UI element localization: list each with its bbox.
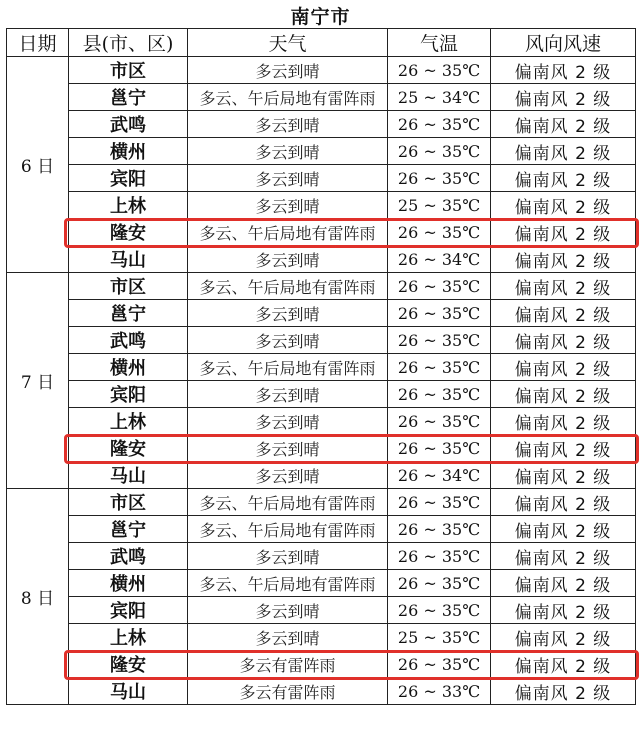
county-cell: 横州 bbox=[69, 354, 188, 381]
temperature-cell: 26 ~ 35℃ bbox=[388, 651, 491, 678]
weather-cell: 多云到晴 bbox=[188, 165, 388, 192]
column-header-county: 县(市、区) bbox=[69, 29, 188, 57]
weather-cell: 多云到晴 bbox=[188, 381, 388, 408]
column-header-date: 日期 bbox=[7, 29, 69, 57]
weather-cell: 多云到晴 bbox=[188, 138, 388, 165]
weather-cell: 多云到晴 bbox=[188, 624, 388, 651]
county-cell: 马山 bbox=[69, 462, 188, 489]
temperature-cell: 26 ~ 35℃ bbox=[388, 138, 491, 165]
table-header-row bbox=[7, 29, 636, 57]
county-cell: 宾阳 bbox=[69, 165, 188, 192]
wind-cell: 偏南风 2 级 bbox=[491, 300, 636, 327]
county-cell: 武鸣 bbox=[69, 327, 188, 354]
table-row bbox=[7, 246, 636, 273]
wind-cell: 偏南风 2 级 bbox=[491, 651, 636, 678]
date-cell: 6 日 bbox=[7, 57, 69, 273]
weather-cell: 多云到晴 bbox=[188, 435, 388, 462]
wind-cell: 偏南风 2 级 bbox=[491, 678, 636, 705]
temperature-cell: 26 ~ 35℃ bbox=[388, 381, 491, 408]
county-cell: 市区 bbox=[69, 489, 188, 516]
table-row bbox=[7, 597, 636, 624]
wind-cell: 偏南风 2 级 bbox=[491, 408, 636, 435]
wind-cell: 偏南风 2 级 bbox=[491, 57, 636, 84]
table-row bbox=[7, 192, 636, 219]
temperature-cell: 26 ~ 35℃ bbox=[388, 300, 491, 327]
table-row bbox=[7, 111, 636, 138]
temperature-cell: 26 ~ 35℃ bbox=[388, 354, 491, 381]
county-cell: 宾阳 bbox=[69, 381, 188, 408]
table-row bbox=[7, 408, 636, 435]
weather-cell: 多云、午后局地有雷阵雨 bbox=[188, 84, 388, 111]
table-row bbox=[7, 678, 636, 705]
weather-cell: 多云、午后局地有雷阵雨 bbox=[188, 570, 388, 597]
page-title: 南宁市 bbox=[290, 6, 351, 28]
weather-cell: 多云有雷阵雨 bbox=[188, 678, 388, 705]
temperature-cell: 26 ~ 34℃ bbox=[388, 246, 491, 273]
county-cell: 邕宁 bbox=[69, 84, 188, 111]
table-row bbox=[7, 570, 636, 597]
temperature-cell: 26 ~ 35℃ bbox=[388, 219, 491, 246]
county-cell: 上林 bbox=[69, 192, 188, 219]
weather-cell: 多云到晴 bbox=[188, 408, 388, 435]
wind-cell: 偏南风 2 级 bbox=[491, 381, 636, 408]
weather-cell: 多云、午后局地有雷阵雨 bbox=[188, 354, 388, 381]
table-row bbox=[7, 462, 636, 489]
wind-cell: 偏南风 2 级 bbox=[491, 489, 636, 516]
weather-cell: 多云到晴 bbox=[188, 300, 388, 327]
temperature-cell: 26 ~ 35℃ bbox=[388, 516, 491, 543]
wind-cell: 偏南风 2 级 bbox=[491, 273, 636, 300]
temperature-cell: 26 ~ 35℃ bbox=[388, 57, 491, 84]
temperature-cell: 26 ~ 33℃ bbox=[388, 678, 491, 705]
table-row bbox=[7, 273, 636, 300]
wind-cell: 偏南风 2 级 bbox=[491, 462, 636, 489]
weather-cell: 多云到晴 bbox=[188, 57, 388, 84]
column-header-weather: 天气 bbox=[188, 29, 388, 57]
wind-cell: 偏南风 2 级 bbox=[491, 246, 636, 273]
temperature-cell: 26 ~ 35℃ bbox=[388, 489, 491, 516]
temperature-cell: 26 ~ 35℃ bbox=[388, 165, 491, 192]
temperature-cell: 25 ~ 34℃ bbox=[388, 84, 491, 111]
table-row bbox=[7, 57, 636, 84]
table-row bbox=[7, 84, 636, 111]
forecast-table bbox=[6, 28, 636, 705]
temperature-cell: 26 ~ 35℃ bbox=[388, 273, 491, 300]
column-header-wind: 风向风速 bbox=[491, 29, 636, 57]
table-row bbox=[7, 624, 636, 651]
column-header-temperature: 气温 bbox=[388, 29, 491, 57]
county-cell: 武鸣 bbox=[69, 543, 188, 570]
county-cell: 隆安 bbox=[69, 651, 188, 678]
temperature-cell: 26 ~ 35℃ bbox=[388, 543, 491, 570]
weather-cell: 多云到晴 bbox=[188, 327, 388, 354]
wind-cell: 偏南风 2 级 bbox=[491, 327, 636, 354]
weather-cell: 多云有雷阵雨 bbox=[188, 651, 388, 678]
wind-cell: 偏南风 2 级 bbox=[491, 138, 636, 165]
weather-cell: 多云到晴 bbox=[188, 543, 388, 570]
table-row bbox=[7, 354, 636, 381]
table-body bbox=[7, 57, 636, 705]
table-row bbox=[7, 381, 636, 408]
wind-cell: 偏南风 2 级 bbox=[491, 570, 636, 597]
county-cell: 邕宁 bbox=[69, 516, 188, 543]
wind-cell: 偏南风 2 级 bbox=[491, 111, 636, 138]
date-cell: 7 日 bbox=[7, 273, 69, 489]
table-row bbox=[7, 138, 636, 165]
wind-cell: 偏南风 2 级 bbox=[491, 219, 636, 246]
temperature-cell: 26 ~ 34℃ bbox=[388, 462, 491, 489]
wind-cell: 偏南风 2 级 bbox=[491, 543, 636, 570]
weather-cell: 多云到晴 bbox=[188, 462, 388, 489]
weather-cell: 多云、午后局地有雷阵雨 bbox=[188, 489, 388, 516]
weather-cell: 多云到晴 bbox=[188, 111, 388, 138]
county-cell: 邕宁 bbox=[69, 300, 188, 327]
weather-cell: 多云、午后局地有雷阵雨 bbox=[188, 516, 388, 543]
temperature-cell: 26 ~ 35℃ bbox=[388, 408, 491, 435]
table-row bbox=[7, 543, 636, 570]
county-cell: 马山 bbox=[69, 246, 188, 273]
county-cell: 隆安 bbox=[69, 219, 188, 246]
temperature-cell: 26 ~ 35℃ bbox=[388, 111, 491, 138]
county-cell: 武鸣 bbox=[69, 111, 188, 138]
county-cell: 上林 bbox=[69, 624, 188, 651]
temperature-cell: 26 ~ 35℃ bbox=[388, 327, 491, 354]
wind-cell: 偏南风 2 级 bbox=[491, 624, 636, 651]
county-cell: 市区 bbox=[69, 57, 188, 84]
county-cell: 横州 bbox=[69, 138, 188, 165]
weather-cell: 多云、午后局地有雷阵雨 bbox=[188, 219, 388, 246]
weather-cell: 多云到晴 bbox=[188, 597, 388, 624]
table-row bbox=[7, 219, 636, 246]
wind-cell: 偏南风 2 级 bbox=[491, 435, 636, 462]
county-cell: 横州 bbox=[69, 570, 188, 597]
weather-cell: 多云到晴 bbox=[188, 246, 388, 273]
table-row bbox=[7, 516, 636, 543]
table-row bbox=[7, 489, 636, 516]
wind-cell: 偏南风 2 级 bbox=[491, 192, 636, 219]
wind-cell: 偏南风 2 级 bbox=[491, 516, 636, 543]
table-row bbox=[7, 327, 636, 354]
table-row bbox=[7, 651, 636, 678]
county-cell: 宾阳 bbox=[69, 597, 188, 624]
county-cell: 市区 bbox=[69, 273, 188, 300]
temperature-cell: 26 ~ 35℃ bbox=[388, 435, 491, 462]
temperature-cell: 25 ~ 35℃ bbox=[388, 192, 491, 219]
temperature-cell: 26 ~ 35℃ bbox=[388, 570, 491, 597]
wind-cell: 偏南风 2 级 bbox=[491, 597, 636, 624]
wind-cell: 偏南风 2 级 bbox=[491, 165, 636, 192]
table-row bbox=[7, 165, 636, 192]
temperature-cell: 26 ~ 35℃ bbox=[388, 597, 491, 624]
county-cell: 隆安 bbox=[69, 435, 188, 462]
table-row bbox=[7, 435, 636, 462]
wind-cell: 偏南风 2 级 bbox=[491, 84, 636, 111]
date-cell: 8 日 bbox=[7, 489, 69, 705]
county-cell: 上林 bbox=[69, 408, 188, 435]
table-row bbox=[7, 300, 636, 327]
wind-cell: 偏南风 2 级 bbox=[491, 354, 636, 381]
weather-cell: 多云、午后局地有雷阵雨 bbox=[188, 273, 388, 300]
temperature-cell: 25 ~ 35℃ bbox=[388, 624, 491, 651]
county-cell: 马山 bbox=[69, 678, 188, 705]
weather-cell: 多云到晴 bbox=[188, 192, 388, 219]
